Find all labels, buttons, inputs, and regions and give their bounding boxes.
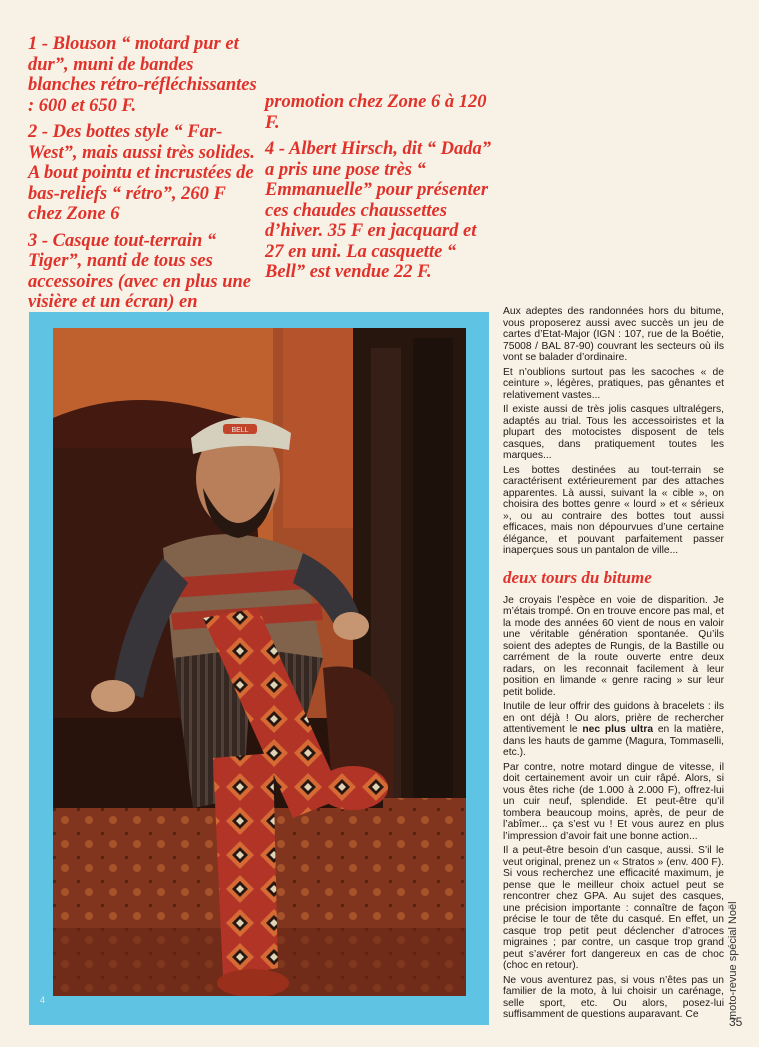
paragraph: Par contre, notre motard dingue de vitesse, il doit certainement avoir un cuir râpé. Alors, si vous êtes riche (de 1.000 à 2.000 F), offrez-lui un cuir neuf, splendide. Et peut-être qu’il tombera beaucoup moins, après, de peur de l’abîmer... ça s’est vu ! Et vous aurez en plus l’impression d’avoir fait une bonne action... [503,761,724,842]
paragraph: Et n’oublions surtout pas les sacoches « de ceinture », légères, pratiques, pas gênantes et relativement vastes... [503,366,724,401]
article-body [503,306,724,1024]
paragraph [503,701,724,759]
paragraph: Il a peut-être besoin d’un casque, aussi. S’il le veut original, prenez un « Stratos » (env. 400 F). Si vous recherchez une efficacité maximum, je pense que le meilleur choix actuel peut se rencontrer chez GPA. Au sujet des casques, une précision importante : connaître de façon précise le tour de tête du casqué. En effet, un casque trop petit peut déclencher d’atroces migraines ; par contre, un casque trop grand peut s’avérer fort dangereux en cas de choc (choc en retour). [503,845,724,971]
photo-illustration [53,328,466,996]
photo [53,328,466,996]
text-run: Inutile de leur offrir des guidons à bracelets : ils en ont déjà ! Ou alors, prière de rechercher attentivement le [503,701,724,735]
caption-item-3: 3 - Casque tout-terrain “ Tiger”, nanti de tous ses accessoires (avec en plus une visière et un écran) en [28,230,251,312]
photo-frame [29,312,489,1025]
caption-block-left [28,34,260,319]
caption-item-1: 1 - Blouson “ motard pur et dur”, muni de bandes blanches rétro-réfléchissantes : 600 et 650 F. [28,34,257,116]
caption-item-3-cont: promotion chez Zone 6 à 120 F. [265,92,487,133]
caption-block-right [265,92,495,289]
paragraph: Il existe aussi de très jolis casques ultralégers, adaptés au trial. Tous les accessoiristes et la plupart des motocistes disposent de tels casques, dans pratiquement toutes les marques... [503,404,724,461]
emphasis-text: nec plus ultra [582,724,654,735]
magazine-side-label: moto-revue spécial Noël [727,901,739,1020]
caption-item-2: 2 - Des bottes style “ Far-West”, mais aussi très solides. A bout pointu et incrustées de bas-reliefs “ rétro”, 260 F chez Zone 6 [28,122,255,224]
text-run: en la matière, dans les hauts de gamme (Magura, Tommaselli, etc.). [503,724,724,758]
photo-number: 4 [40,995,46,1005]
paragraph: Ne vous aventurez pas, si vous n’êtes pas un familier de la moto, à lui choisir un carénage, selle sport, etc. Ou alors, posez-lui suffisamment de questions auparavant. Ce [503,974,724,1020]
page-number: 35 [729,1015,743,1029]
paragraph: Aux adeptes des randonnées hors du bitume, vous proposerez aussi avec succès un jeu de cartes d’Etat-Major (IGN : 107, rue de la Boétie, 75008 / BAL 87-90) couvrant les secteurs où ils vont se balader d’ordinaire. [503,306,724,363]
paragraph: Les bottes destinées au tout-terrain se caractérisent extérieurement par des attaches apparentes. Là aussi, suivant la « cible », on choisira des bottes genre « lourd » et « sérieux », ou au contraire des bottes tout aussi efficaces, mais non dépourvues d’une certaine élégance, et pouvant parfaitement passer inaperçues sous un pantalon de ville... [503,464,724,556]
paragraph: Je croyais l’espèce en voie de disparition. Je m’étais trompé. On en trouve encore pas mal, et la mode des années 60 vient de nous en valoir une véritable génération spontanée. Qu’ils soient des adeptes de Rungis, de la Bastille ou carrément de la route ouverte entre deux radars, on les reconnait facilement à leur position en limande « genre racing » sur leur petit bolide. [503,594,724,698]
section-heading: deux tours du bitume [503,567,652,587]
caption-item-4: 4 - Albert Hirsch, dit “ Dada” a pris une pose très “ Emmanuelle” pour présenter ces chaudes chaussettes d’hiver. 35 F en jacquard et 27 en uni. La casquette “ Bell” est vendue 22 F. [265,139,491,282]
cap-logo-text: BELL [231,427,249,434]
